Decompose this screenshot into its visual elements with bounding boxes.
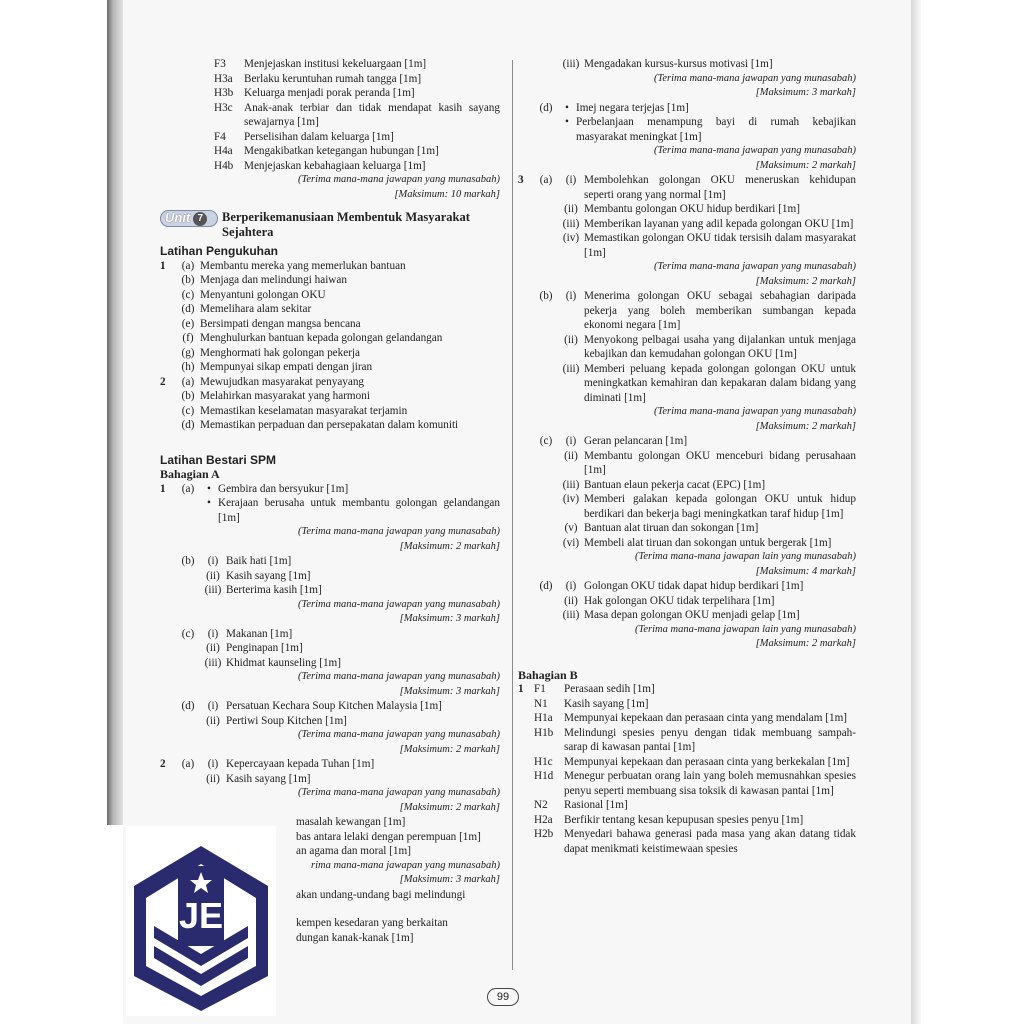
answer-note: (Terima mana-mana jawapan yang munasabah)	[297, 526, 500, 537]
max-marks: [Maksimum: 4 markah]	[755, 565, 856, 577]
list-item: (f) Menghulurkan bantuan kepada golongan gelandangan	[182, 332, 443, 344]
list-item: (iii) Berterima kasih [1m]	[204, 584, 322, 596]
max-marks: [Maksimum: 2 markah]	[399, 743, 500, 755]
list-item: 2 (a) (i) Kepercayaan kepada Tuhan [1m]	[160, 758, 375, 770]
f-items-list	[160, 57, 500, 202]
answer-note: (Terima mana-mana jawapan lain yang munasabah)	[635, 551, 856, 562]
sub-section-heading: Bahagian A	[160, 467, 220, 481]
list-item: (ii) Penginapan [1m]	[206, 642, 303, 654]
list-item: (c) Menyantuni golongan OKU	[181, 288, 326, 301]
list-item: (iii) Masa depan golongan OKU menjadi gelap [1m]	[562, 609, 800, 621]
list-item: (iii) Bantuan elaun pekerja cacat (EPC) [1m]	[562, 478, 766, 491]
list-item: (ii) Kasih sayang [1m]	[206, 569, 311, 582]
list-item: N2 Rasional [1m]	[534, 799, 628, 811]
unit-badge: Unit 7	[160, 210, 218, 227]
max-marks: [Maksimum: 2 markah]	[399, 540, 500, 552]
answer-note: (Terima mana-mana jawapan yang munasabah)	[297, 787, 500, 798]
book-binding	[107, 0, 123, 825]
left-column	[160, 57, 500, 945]
list-item: (d) Memastikan perpaduan dan persepakatan dalam komuniti	[181, 419, 459, 431]
list-item: (ii) Hak golongan OKU tidak terpelihara [1m]	[564, 594, 775, 607]
cut-line: dungan kanak-kanak [1m]	[296, 931, 414, 944]
list-item: (v) Bantuan alat tiruan dan sokongan [1m]	[564, 522, 759, 534]
list-item: H1a Mempunyai kepekaan dan perasaan cinta yang mendalam [1m]	[534, 712, 847, 724]
max-marks: [Maksimum: 3 markah]	[399, 613, 500, 624]
max-marks: [Maksimum: 2 markah]	[399, 801, 500, 813]
unit-heading	[160, 210, 500, 240]
list-item: (b) (i) Menerima golongan OKU sebagai sebahagian daripada pekerja yang boleh memberikan sumbangan kepada ekonomi negara [1m]	[539, 290, 856, 331]
list-item: (c) Memastikan keselamatan masyarakat terjamin	[181, 404, 408, 417]
list-item: (c) (i) Geran pelancaran [1m]	[539, 435, 688, 447]
cut-line: akan undang-undang bagi melindungi	[296, 888, 466, 901]
list-item: (iv) Memastikan golongan OKU tidak tersisih dalam masyarakat [1m]	[562, 232, 856, 259]
list-item: 2 (a) Mewujudkan masyarakat penyayang	[160, 375, 365, 388]
list-item: (ii) Pertiwi Soup Kitchen [1m]	[206, 714, 347, 727]
list-item: (vi) Membeli alat tiruan dan sokongan untuk bergerak [1m]	[562, 536, 832, 549]
list-item: H3c Anak-anak terbiar dan tidak mendapat kasih sayang sewajarnya [1m]	[214, 101, 500, 128]
answer-note: (Terima mana-mana jawapan lain yang munasabah)	[635, 623, 856, 635]
cut-line: bas antara lelaki dengan perempuan [1m]	[296, 830, 481, 843]
list-item: H4b Menjejaskan kebahagiaan keluarga [1m]	[214, 159, 426, 172]
cut-line: rima mana-mana jawapan yang munasabah)	[311, 859, 500, 871]
max-marks: [Maksimum: 10 markah]	[394, 188, 500, 200]
list-item: H3b Keluarga menjadi porak peranda [1m]	[214, 87, 415, 99]
list-item: H2a Berfikir tentang kesan kepupusan spesies penyu [1m]	[534, 813, 804, 826]
list-item: (e) Bersimpati dengan mangsa bencana	[181, 317, 361, 330]
list-item: (iii) Khidmat kaunseling [1m]	[204, 656, 341, 669]
list-item: (ii) Menyokong pelbagai usaha yang dijalankan untuk menjaga kebajikan dan kemudahan golongan OKU [1m]	[564, 333, 856, 360]
answer-note: (Terima mana-mana jawapan yang munasabah)	[653, 406, 856, 417]
answer-note: (Terima mana-mana jawapan yang munasabah)	[653, 72, 856, 84]
max-marks: [Maksimum: 2 markah]	[755, 159, 856, 171]
list-item: (ii) Membantu golongan OKU hidup berdikari [1m]	[564, 203, 800, 215]
list-item: (d) (i) Persatuan Kechara Soup Kitchen Malaysia [1m]	[181, 700, 442, 712]
cut-line: masalah kewangan [1m]	[296, 816, 406, 828]
partially-hidden-lines	[296, 815, 500, 945]
column-divider	[512, 60, 513, 970]
answer-note: (Terima mana-mana jawapan yang munasabah)	[297, 671, 500, 682]
list-item: (b) (i) Baik hati [1m]	[181, 555, 292, 567]
publisher-logo	[126, 826, 276, 1016]
cut-line: kempen kesedaran yang berkaitan	[296, 917, 448, 929]
scan-background	[0, 0, 107, 1024]
page-number: 99	[487, 988, 519, 1006]
list-item: (iii) Memberikan layanan yang adil kepada golongan OKU [1m]	[562, 217, 854, 230]
list-item: (b) Melahirkan masyarakat yang harmoni	[181, 390, 370, 402]
answer-note: (Terima mana-mana jawapan yang munasabah)	[653, 261, 856, 272]
cut-line: an agama dan moral [1m]	[296, 845, 411, 857]
list-item: (d) Memelihara alam sekitar	[181, 303, 312, 315]
list-item: N1 Kasih sayang [1m]	[534, 697, 649, 710]
list-item: 1 (a) Membantu mereka yang memerlukan bantuan	[160, 259, 406, 272]
list-item: (b) Menjaga dan melindungi haiwan	[181, 274, 347, 286]
list-item: H4a Mengakibatkan ketegangan hubungan [1m]	[214, 145, 439, 157]
list-item: F4 Perselisihan dalam keluarga [1m]	[214, 130, 394, 143]
max-marks: [Maksimum: 2 markah]	[755, 638, 856, 649]
list-item: • Kerajaan berusaha untuk membantu golongan gelandangan [1m]	[207, 497, 500, 524]
max-marks: [Maksimum: 3 markah]	[399, 685, 500, 697]
list-item: (d) • Imej negara terjejas [1m]	[539, 101, 689, 114]
sub-section-heading: Bahagian B	[518, 667, 578, 682]
answer-note: (Terima mana-mana jawapan yang munasabah)	[297, 729, 500, 740]
list-item: • Perbelanjaan menampung bayi di rumah kebajikan masyarakat meningkat [1m]	[565, 116, 856, 143]
unit-title: Berperikemanusiaan Membentuk Masyarakat Sejahtera	[222, 210, 470, 239]
page-edge	[911, 0, 921, 1024]
logo-lettering: JE	[178, 895, 224, 936]
answer-note: (Terima mana-mana jawapan yang munasabah)	[653, 145, 856, 156]
answer-note: (Terima mana-mana jawapan yang munasabah)	[297, 598, 500, 610]
right-column	[518, 57, 856, 856]
list-item: (ii) Membantu golongan OKU menceburi bidang perusahaan [1m]	[564, 449, 856, 476]
list-item: (iv) Memberi galakan kepada golongan OKU untuk hidup berdikari dan bekerja bagi meningkatkan taraf hidup [1m]	[562, 493, 856, 520]
list-item: (iii) Memberi peluang kepada golongan golongan OKU untuk meningkatkan kemahiran dan kepakaran dalam bidang yang diminati [1m]	[562, 362, 856, 404]
list-item: (iii) Mengadakan kursus-kursus motivasi [1m]	[562, 58, 773, 70]
answer-note: (Terima mana-mana jawapan yang munasabah)	[297, 174, 500, 185]
list-item: H1b Melindungi spesies penyu dengan tidak membuang sampah-sarap di kawasan pantai [1m]	[534, 726, 856, 753]
list-item: 1 (a) • Gembira dan bersyukur [1m]	[160, 482, 349, 495]
list-item: H1d Menegur perbuatan orang lain yang boleh memusnahkan spesies penyu seperti membuang sisa toksik di kawasan pantai [1m]	[534, 770, 856, 797]
list-item: H2b Menyedari bahawa generasi pada masa yang akan datang tidak dapat menikmati keistimewaan spesies	[534, 828, 856, 855]
unit-number: 7	[193, 212, 207, 226]
cut-line: [Maksimum: 3 markah]	[399, 874, 500, 885]
list-item: F3 Menjejaskan institusi kekeluargaan [1m]	[214, 58, 427, 70]
list-item: (ii) Kasih sayang [1m]	[206, 772, 311, 785]
list-item: (h) Mempunyai sikap empati dengan jiran	[181, 361, 373, 373]
list-item: (c) (i) Makanan [1m]	[181, 627, 293, 640]
list-item: (g) Menghormati hak golongan pekerja	[181, 346, 360, 359]
section-heading: Latihan Bestari SPM	[160, 452, 277, 467]
max-marks: [Maksimum: 3 markah]	[755, 87, 856, 98]
list-item: 1 F1 Perasaan sedih [1m]	[518, 683, 655, 695]
section-heading: Latihan Pengukuhan	[160, 244, 279, 258]
max-marks: [Maksimum: 2 markah]	[755, 275, 856, 287]
list-item: 3 (a) (i) Membolehkan golongan OKU meneruskan kehidupan seperti orang yang normal [1m]	[518, 174, 856, 201]
max-marks: [Maksimum: 2 markah]	[755, 420, 856, 432]
list-item: H3a Berlaku keruntuhan rumah tangga [1m]	[214, 72, 422, 85]
list-item: H1c Mempunyai kepekaan dan perasaan cinta yang berkekalan [1m]	[534, 755, 850, 768]
list-item: (d) (i) Golongan OKU tidak dapat hidup berdikari [1m]	[539, 580, 804, 592]
